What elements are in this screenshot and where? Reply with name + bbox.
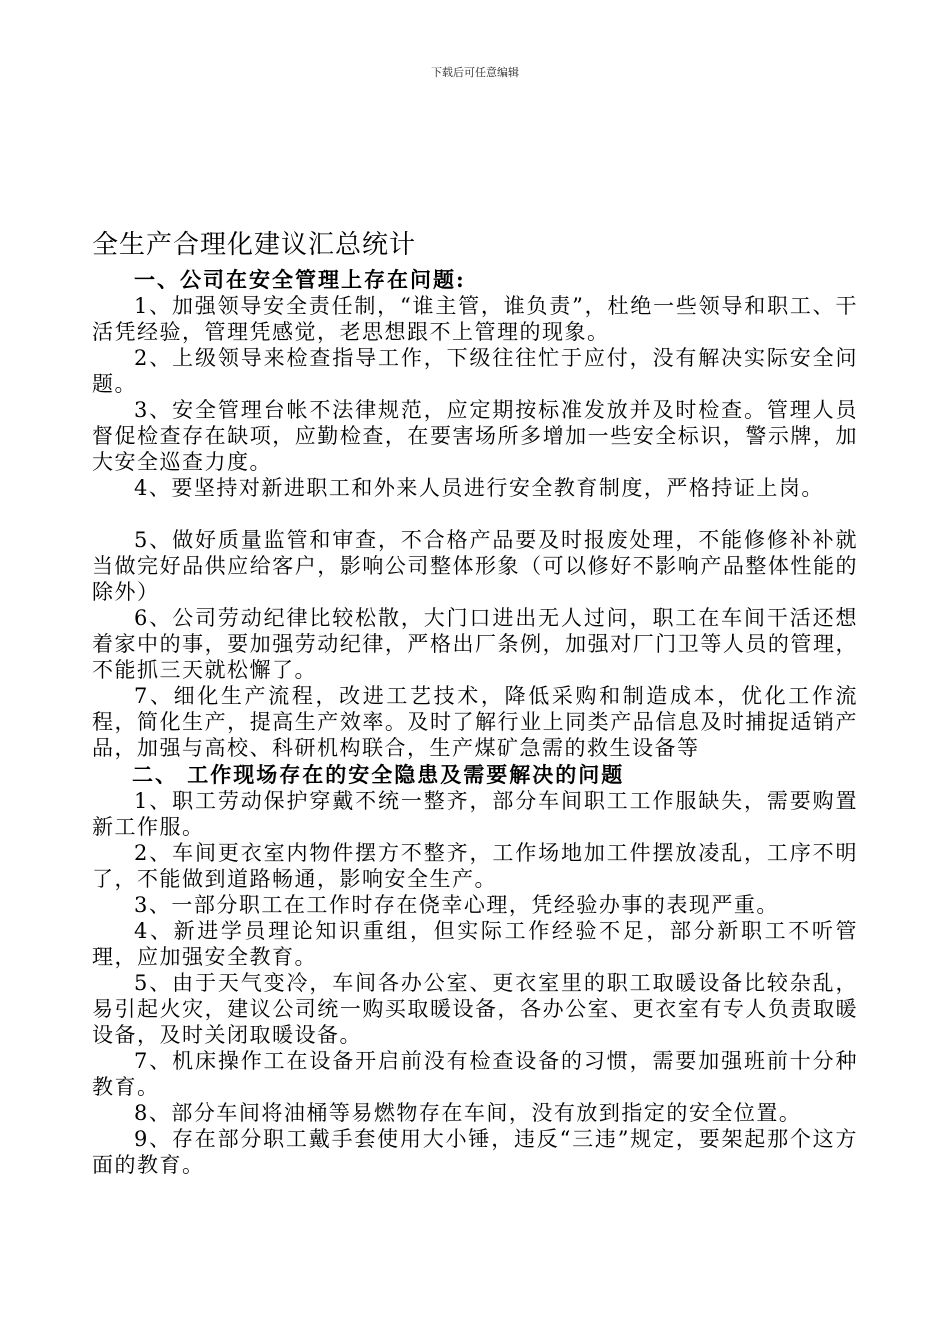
document-title: 全生产合理化建议汇总统计 [92,230,417,260]
section-heading-worksite: 二、 工作现场存在的安全隐患及需要解决的问题 [132,762,625,787]
section2-item-1: 1、职工劳动保护穿戴不统一整齐，部分车间职工工作服缺失，需要购置新工作服。 [92,789,858,839]
section2-item-7: 7、机床操作工在设备开启前没有检查设备的习惯，需要加强班前十分种教育。 [92,1049,858,1099]
section1-item-6: 6、公司劳动纪律比较松散，大门口进出无人过问，职工在车间干活还想着家中的事，要加强劳动纪律，严格出厂条例，加强对厂门卫等人员的管理，不能抓三天就松懈了。 [92,606,858,682]
section2-item-5: 5、由于天气变冷，车间各办公室、更衣室里的职工取暖设备比较杂乱，易引起火灾，建议公司统一购买取暖设备，各办公室、更衣室有专人负责取暖设备，及时关闭取暖设备。 [92,971,858,1047]
section2-item-3: 3、一部分职工在工作时存在侥幸心理，凭经验办事的表现严重。 [134,893,779,917]
section1-item-3: 3、安全管理台帐不法律规范，应定期按标准发放并及时检查。管理人员督促检查存在缺项，应勤检查，在要害场所多增加一些安全标识，警示牌，加大安全巡查力度。 [92,398,858,474]
section1-item-2: 2、上级领导来检查指导工作，下级往往忙于应付，没有解决实际安全问题。 [92,346,858,396]
section2-item-9: 9、存在部分职工戴手套使用大小锤，违反“三违”规定，要架起那个这方面的教育。 [92,1127,858,1177]
section1-item-1: 1、加强领导安全责任制，“谁主管，谁负责”，杜绝一些领导和职工、干活凭经验，管理凭感觉，老思想跟不上管理的现象。 [92,294,858,344]
section-heading-management: 一、公司在安全管理上存在问题: [134,267,466,292]
section1-item-4: 4、要坚持对新进职工和外来人员进行安全教育制度，严格持证上岗。 [134,476,824,500]
section1-item-7: 7、细化生产流程，改进工艺技术，降低采购和制造成本，优化工作流程，简化生产，提高生产效率。及时了解行业上同类产品信息及时捕捉适销产品，加强与高校、科研机构联合，生产煤矿急需的救生设备等 [92,684,858,760]
header-note: 下载后可任意编辑 [431,66,519,79]
section1-item-5: 5、做好质量监管和审查，不合格产品要及时报废处理，不能修修补补就当做完好品供应给客户，影响公司整体形象（可以修好不影响产品整体性能的除外） [92,528,858,604]
section2-item-4: 4、新进学员理论知识重组，但实际工作经验不足，部分新职工不听管理，应加强安全教育。 [92,919,858,969]
blank-line [92,501,858,527]
document-body [92,224,858,1178]
section2-item-8: 8、部分车间将油桶等易燃物存在车间，没有放到指定的安全位置。 [134,1101,802,1125]
section2-item-2: 2、车间更衣室内物件摆方不整齐，工作场地加工件摆放凌乱，工序不明了，不能做到道路畅通，影响安全生产。 [92,841,858,891]
